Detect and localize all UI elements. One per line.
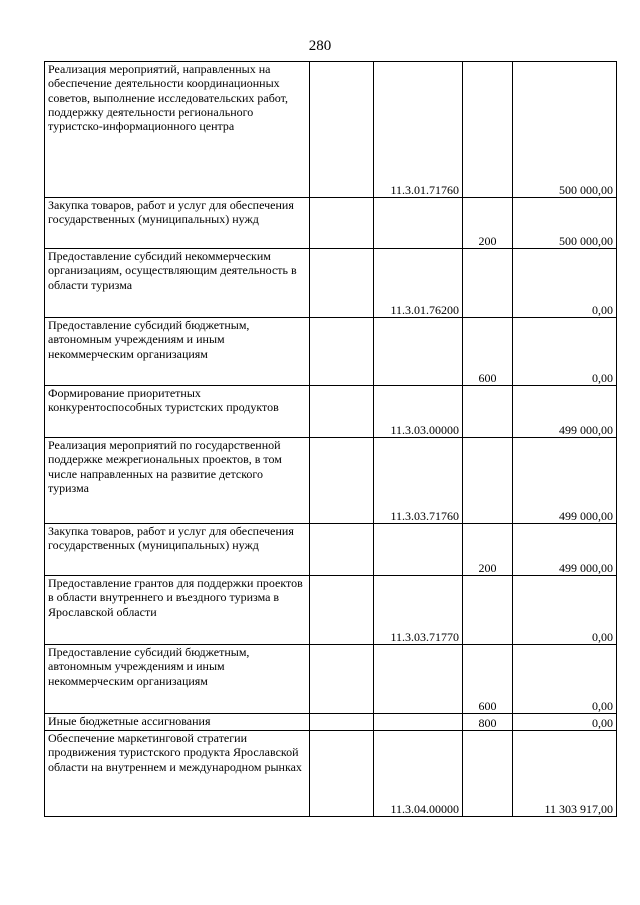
row-empty-cell: [310, 714, 374, 731]
row-name: Предоставление грантов для поддержки проектов в области внутреннего и въездного туризма в Ярославской области: [45, 576, 310, 645]
page-number: 280: [308, 38, 332, 54]
table-row: [45, 524, 617, 576]
row-empty-cell: [310, 524, 374, 576]
table-row: [45, 645, 617, 714]
row-empty-cell: [310, 645, 374, 714]
table-row: [45, 62, 617, 198]
row-expense-type: 200: [463, 198, 513, 249]
row-amount: 0,00: [513, 714, 617, 731]
row-target-code: 11.3.01.76200: [374, 249, 463, 318]
row-name: Предоставление субсидий некоммерческим организациям, осуществляющим деятельность в области туризма: [45, 249, 310, 318]
row-expense-type: [463, 576, 513, 645]
row-amount: 0,00: [513, 249, 617, 318]
row-empty-cell: [310, 318, 374, 386]
table-row: [45, 576, 617, 645]
row-expense-type: 600: [463, 318, 513, 386]
row-expense-type: [463, 249, 513, 318]
row-expense-type: [463, 438, 513, 524]
row-empty-cell: [310, 62, 374, 198]
row-name: Формирование приоритетных конкурентоспособных туристских продуктов: [45, 386, 310, 438]
row-amount: 499 000,00: [513, 386, 617, 438]
row-expense-type: 800: [463, 714, 513, 731]
row-expense-type: [463, 731, 513, 817]
row-name: Предоставление субсидий бюджетным, автономным учреждениям и иным некоммерческим организациям: [45, 645, 310, 714]
row-target-code: [374, 318, 463, 386]
row-name: Реализация мероприятий по государственной поддержке межрегиональных проектов, в том числе направленных на развитие детского туризма: [45, 438, 310, 524]
row-amount: 0,00: [513, 645, 617, 714]
row-target-code: 11.3.03.00000: [374, 386, 463, 438]
row-expense-type: 600: [463, 645, 513, 714]
row-amount: 500 000,00: [513, 62, 617, 198]
row-empty-cell: [310, 386, 374, 438]
row-name: Иные бюджетные ассигнования: [45, 714, 310, 731]
row-amount: 499 000,00: [513, 524, 617, 576]
row-target-code: 11.3.03.71760: [374, 438, 463, 524]
row-amount: 500 000,00: [513, 198, 617, 249]
row-target-code: [374, 524, 463, 576]
row-empty-cell: [310, 198, 374, 249]
row-amount: 499 000,00: [513, 438, 617, 524]
row-name: Закупка товаров, работ и услуг для обеспечения государственных (муниципальных) нужд: [45, 524, 310, 576]
row-expense-type: 200: [463, 524, 513, 576]
row-target-code: 11.3.03.71770: [374, 576, 463, 645]
row-target-code: 11.3.01.71760: [374, 62, 463, 198]
row-empty-cell: [310, 438, 374, 524]
table-row: [45, 386, 617, 438]
row-expense-type: [463, 386, 513, 438]
row-target-code: [374, 714, 463, 731]
row-target-code: [374, 198, 463, 249]
table-row: [45, 714, 617, 731]
row-amount: 0,00: [513, 318, 617, 386]
table-row: [45, 438, 617, 524]
row-empty-cell: [310, 249, 374, 318]
table-row: [45, 731, 617, 817]
row-target-code: 11.3.04.00000: [374, 731, 463, 817]
row-name: Реализация мероприятий, направленных на обеспечение деятельности координационных советов, выполнение исследовательских работ, поддержку деятельности регионального туристско-информационного центра: [45, 62, 310, 198]
row-expense-type: [463, 62, 513, 198]
table-row: [45, 198, 617, 249]
row-name: Обеспечение маркетинговой стратегии продвижения туристского продукта Ярославской области на внутреннем и международном рынках: [45, 731, 310, 817]
row-name: Закупка товаров, работ и услуг для обеспечения государственных (муниципальных) нужд: [45, 198, 310, 249]
table-row: [45, 318, 617, 386]
budget-table: [44, 61, 617, 817]
row-target-code: [374, 645, 463, 714]
row-name: Предоставление субсидий бюджетным, автономным учреждениям и иным некоммерческим организациям: [45, 318, 310, 386]
table-row: [45, 249, 617, 318]
row-amount: 11 303 917,00: [513, 731, 617, 817]
row-amount: 0,00: [513, 576, 617, 645]
row-empty-cell: [310, 731, 374, 817]
row-empty-cell: [310, 576, 374, 645]
